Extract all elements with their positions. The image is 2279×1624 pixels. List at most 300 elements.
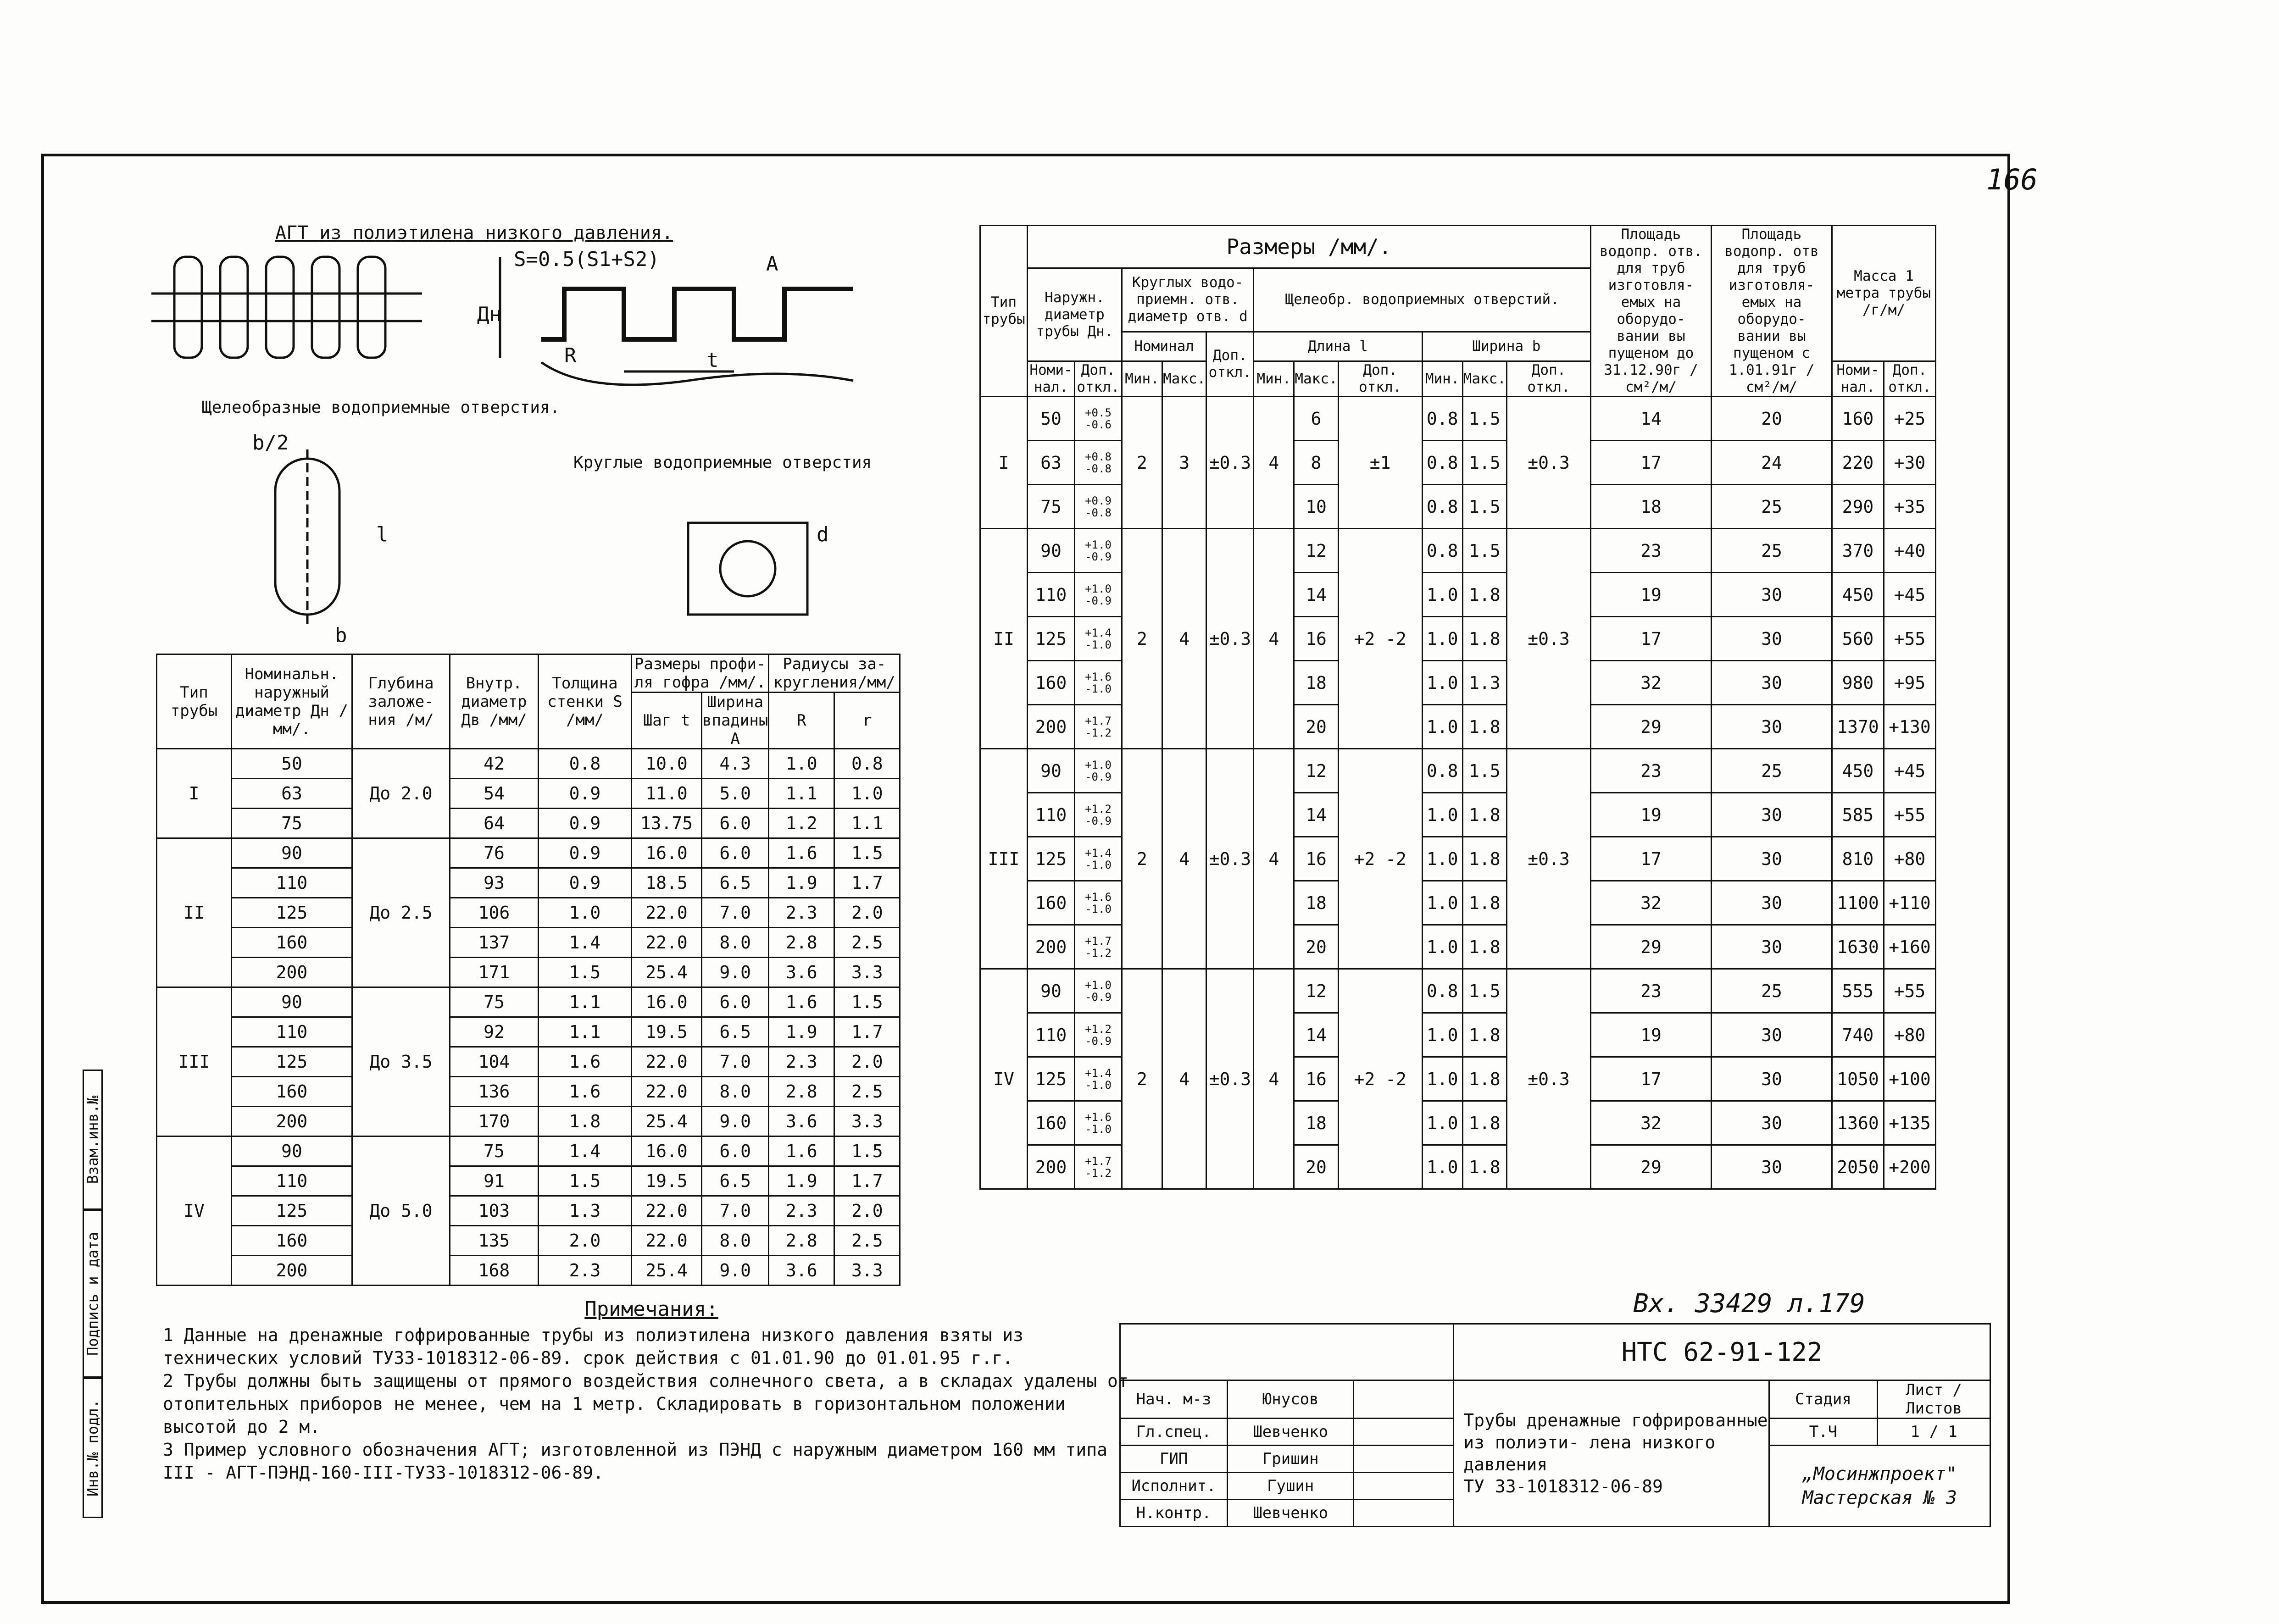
table-cell: 22.0 (632, 1226, 702, 1256)
table-cell: +100 (1884, 1057, 1935, 1101)
table-cell: 1.5 (834, 987, 900, 1017)
table-cell: +130 (1884, 705, 1935, 749)
table-cell: 16 (1294, 837, 1338, 881)
table-cell: 54 (450, 779, 539, 809)
table-cell: +55 (1884, 793, 1935, 837)
note-1: 1 Данные на дренажные гофрированные трубы из полиэтилена низкого давления взяты из технических условий ТУ33-1018312-06-89. срок действия с 01.01.90 до 01.01.95 г.г. (163, 1325, 1023, 1368)
table-cell: 1.9 (769, 868, 834, 898)
table-row (157, 868, 900, 898)
table-cell: 2.5 (834, 928, 900, 958)
table-row (157, 1017, 900, 1047)
table-cell: 200 (1028, 925, 1075, 969)
table-row (980, 529, 1936, 573)
table-cell: 64 (450, 809, 539, 838)
table-cell: 3 (1162, 397, 1206, 529)
table-cell: 19.5 (632, 1017, 702, 1047)
table-cell: 200 (232, 1256, 352, 1286)
table-cell: 110 (232, 1166, 352, 1196)
table-cell: 25 (1711, 529, 1832, 573)
table-cell: 3.3 (834, 1256, 900, 1286)
table-cell: 19 (1590, 573, 1711, 617)
table-cell: 30 (1711, 925, 1832, 969)
table-cell: 22.0 (632, 928, 702, 958)
table-cell: +1.7 -1.2 (1075, 925, 1122, 969)
table-cell: 7.0 (702, 898, 769, 928)
table-cell: +1.0 -0.9 (1075, 573, 1122, 617)
table-row (980, 749, 1936, 793)
table-cell: 93 (450, 868, 539, 898)
table-cell: 16.0 (632, 987, 702, 1017)
table-cell: 32 (1590, 661, 1711, 705)
table-cell: +80 (1884, 1013, 1935, 1057)
table-cell: 90 (1028, 749, 1075, 793)
table-cell: +95 (1884, 661, 1935, 705)
table-row (157, 987, 900, 1017)
table-cell: 125 (232, 898, 352, 928)
table-cell: 16.0 (632, 1136, 702, 1166)
table-cell: 22.0 (632, 898, 702, 928)
table-row (980, 969, 1936, 1013)
side-stamp: Инв.№ подл.Подпись и датаВзам.инв.№ (83, 1059, 115, 1518)
table-cell: 1.6 (539, 1077, 632, 1107)
table-cell: 1.5 (539, 1166, 632, 1196)
table-cell: 18 (1294, 881, 1338, 925)
table-cell: 1.8 (1462, 1145, 1506, 1189)
table-cell: 30 (1711, 617, 1832, 661)
table-cell: 4 (1254, 397, 1294, 529)
table-cell: 1.5 (1462, 529, 1506, 573)
table-cell: 136 (450, 1077, 539, 1107)
table-cell: +30 (1884, 441, 1935, 485)
table-cell: 23 (1590, 969, 1711, 1013)
table-cell: 370 (1832, 529, 1884, 573)
table-cell: 3.3 (834, 1107, 900, 1136)
drawing-name: Трубы дренажные гофрированные из полиэти- лена низкого давления (1463, 1410, 1768, 1474)
table-cell: 42 (450, 749, 539, 779)
table-cell: 0.8 (1422, 529, 1462, 573)
table-cell: 18 (1590, 485, 1711, 529)
table-cell: 1.0 (1422, 837, 1462, 881)
table-cell: +1.4 -1.0 (1075, 617, 1122, 661)
table-row (157, 749, 900, 779)
table-cell: 8.0 (702, 1077, 769, 1107)
table-cell: 25 (1711, 485, 1832, 529)
table-cell: 0.8 (539, 749, 632, 779)
table-cell: 0.8 (1422, 441, 1462, 485)
table-cell: 110 (1028, 1013, 1075, 1057)
table-cell: 12 (1294, 529, 1338, 573)
table-cell: 25.4 (632, 1256, 702, 1286)
table-cell: 19 (1590, 793, 1711, 837)
table-cell: 17 (1590, 1057, 1711, 1101)
drawing-title: АГТ из полиэтилена низкого давления. (275, 222, 673, 244)
table-cell: 75 (450, 1136, 539, 1166)
table-row (157, 809, 900, 838)
table-cell: +45 (1884, 749, 1935, 793)
table-cell: +110 (1884, 881, 1935, 925)
table-cell: 110 (1028, 793, 1075, 837)
table-cell: +0.8 -0.8 (1075, 441, 1122, 485)
table-cell: 1.0 (1422, 661, 1462, 705)
svg-text:A: A (766, 252, 778, 276)
table-cell: 19.5 (632, 1166, 702, 1196)
table-cell: 0.8 (1422, 749, 1462, 793)
table-cell: +2 -2 (1338, 749, 1422, 969)
table-cell: 25.4 (632, 958, 702, 987)
table-cell: +135 (1884, 1101, 1935, 1145)
table-cell: 2.3 (769, 1047, 834, 1077)
table-cell: 3.6 (769, 1256, 834, 1286)
table-cell: 1.0 (539, 898, 632, 928)
table-cell: 20 (1711, 397, 1832, 441)
table-cell: 4 (1162, 529, 1206, 749)
table-cell: 3.3 (834, 958, 900, 987)
note-2: 2 Трубы должны быть защищены от прямого воздействия солнечного света, а в складах удалены от отопительных приборов не менее, чем на 1 метр. Складировать в горизонтальном положении высотой до 2 м. (163, 1371, 1128, 1437)
table-cell: +35 (1884, 485, 1935, 529)
table-cell: 75 (450, 987, 539, 1017)
table-cell: 125 (232, 1196, 352, 1226)
table-cell: 160 (232, 928, 352, 958)
table-cell: 2.8 (769, 1077, 834, 1107)
table-cell: ±0.3 (1206, 529, 1254, 749)
table-cell: +0.9 -0.8 (1075, 485, 1122, 529)
table-cell: 14 (1294, 1013, 1338, 1057)
svg-text:Щелеобразные водоприемные отве: Щелеобразные водоприемные отверстия. (202, 398, 560, 417)
table-cell: 14 (1294, 793, 1338, 837)
table-cell: 0.9 (539, 779, 632, 809)
table-cell: 1100 (1832, 881, 1884, 925)
svg-text:b/2: b/2 (252, 431, 289, 454)
table-cell: 170 (450, 1107, 539, 1136)
table-cell: До 3.5 (352, 987, 450, 1136)
table-cell: 30 (1711, 1101, 1832, 1145)
table-cell: 1.2 (769, 809, 834, 838)
table-cell: 30 (1711, 705, 1832, 749)
table-cell: 1.6 (769, 838, 834, 868)
table-cell: +200 (1884, 1145, 1935, 1189)
table-cell: 12 (1294, 969, 1338, 1013)
table-cell: 9.0 (702, 1107, 769, 1136)
table-cell: 1.9 (769, 1166, 834, 1196)
table-cell: 90 (1028, 529, 1075, 573)
table-cell: 1.0 (1422, 1057, 1462, 1101)
table-cell: +1.2 -0.9 (1075, 793, 1122, 837)
notes-block (163, 1298, 1140, 1484)
table-cell: 1.0 (1422, 1145, 1462, 1189)
table-cell: 3.6 (769, 1107, 834, 1136)
notes-heading: Примечания: (584, 1297, 718, 1321)
table-cell: 1630 (1832, 925, 1884, 969)
table-cell: 0.8 (1422, 485, 1462, 529)
table-cell: 10.0 (632, 749, 702, 779)
table-cell: 1.8 (1462, 837, 1506, 881)
table-cell: 9.0 (702, 958, 769, 987)
table-cell: 30 (1711, 1057, 1832, 1101)
table-cell: +1.4 -1.0 (1075, 1057, 1122, 1101)
table-cell: 740 (1832, 1013, 1884, 1057)
table-cell: +2 -2 (1338, 529, 1422, 749)
table-cell: 200 (1028, 705, 1075, 749)
table-cell: 110 (1028, 573, 1075, 617)
table-cell: 1.8 (1462, 705, 1506, 749)
table-cell: 76 (450, 838, 539, 868)
table-row (157, 1196, 900, 1226)
table-cell: +1.7 -1.2 (1075, 705, 1122, 749)
table-cell: 0.8 (1422, 397, 1462, 441)
table-cell: 18.5 (632, 868, 702, 898)
table-cell: 2050 (1832, 1145, 1884, 1189)
table-cell: ±0.3 (1206, 969, 1254, 1189)
table-cell: +1.6 -1.0 (1075, 661, 1122, 705)
table-cell: 5.0 (702, 779, 769, 809)
table-cell: 91 (450, 1166, 539, 1196)
table-cell: 6.0 (702, 987, 769, 1017)
table-cell: I (980, 397, 1028, 529)
table-cell: 1.6 (769, 1136, 834, 1166)
table-cell: 17 (1590, 837, 1711, 881)
table-cell: +1.0 -0.9 (1075, 749, 1122, 793)
table-cell: 6.0 (702, 838, 769, 868)
table-cell: 9.0 (702, 1256, 769, 1286)
inventory-note: Вх. 33429 л.179 (1633, 1289, 1865, 1319)
table-cell: 30 (1711, 793, 1832, 837)
table-row (980, 397, 1936, 441)
drawing-code: НТС 62-91-122 (1454, 1324, 1990, 1380)
table-cell: +1.6 -1.0 (1075, 1101, 1122, 1145)
table-cell: 1.5 (834, 1136, 900, 1166)
table-cell: 2.5 (834, 1226, 900, 1256)
table-cell: 20 (1294, 925, 1338, 969)
table-cell: 980 (1832, 661, 1884, 705)
table-row (157, 1107, 900, 1136)
sheet-number: 166 (1986, 163, 2038, 196)
table-cell: +1.0 -0.9 (1075, 529, 1122, 573)
table-cell: 1.0 (1422, 793, 1462, 837)
table-cell: +40 (1884, 529, 1935, 573)
table-cell: 8 (1294, 441, 1338, 485)
table-cell: 50 (232, 749, 352, 779)
table-cell: 16.0 (632, 838, 702, 868)
table-cell: 3.6 (769, 958, 834, 987)
table-cell: 2 (1122, 529, 1162, 749)
table-cell: 2.3 (769, 898, 834, 928)
table-cell: 1.9 (769, 1017, 834, 1047)
table-cell: 1.8 (539, 1107, 632, 1136)
table-cell: 1.8 (1462, 925, 1506, 969)
table-cell: 25 (1711, 969, 1832, 1013)
table-cell: 25.4 (632, 1107, 702, 1136)
table-cell: 1050 (1832, 1057, 1884, 1101)
table-cell: 16 (1294, 1057, 1338, 1101)
table-cell: 75 (1028, 485, 1075, 529)
note-3: 3 Пример условного обозначения АГТ; изготовленной из ПЭНД с наружным диаметром 160 мм типа III - АГТ-ПЭНД-160-III-ТУ33-1018312-06-89. (163, 1440, 1108, 1483)
table-cell: 19 (1590, 1013, 1711, 1057)
table-cell: 1.1 (834, 809, 900, 838)
table-cell: 160 (232, 1077, 352, 1107)
table-cell: 104 (450, 1047, 539, 1077)
table-cell: III (157, 987, 232, 1136)
table-cell: 29 (1590, 1145, 1711, 1189)
table-cell: 7.0 (702, 1196, 769, 1226)
table-row (157, 1136, 900, 1166)
table-cell: +55 (1884, 617, 1935, 661)
table-cell: 1.5 (1462, 749, 1506, 793)
table-cell: 6 (1294, 397, 1338, 441)
table-cell: 560 (1832, 617, 1884, 661)
table-cell: 1.0 (1422, 705, 1462, 749)
table-cell: До 5.0 (352, 1136, 450, 1286)
svg-text:b: b (335, 624, 347, 642)
table-cell: 450 (1832, 573, 1884, 617)
table-cell: 2.8 (769, 1226, 834, 1256)
table-cell: 585 (1832, 793, 1884, 837)
table-cell: 1.0 (1422, 1013, 1462, 1057)
table-cell: 1.8 (1462, 1101, 1506, 1145)
table-cell: 6.5 (702, 1166, 769, 1196)
table-cell: 200 (232, 1107, 352, 1136)
table-cell: 12 (1294, 749, 1338, 793)
svg-text:R: R (564, 344, 577, 367)
table-cell: 555 (1832, 969, 1884, 1013)
table-cell: 24 (1711, 441, 1832, 485)
table-row (157, 958, 900, 987)
table-cell: 0.8 (1422, 969, 1462, 1013)
table-cell: 14 (1590, 397, 1711, 441)
table-cell: +2 -2 (1338, 969, 1422, 1189)
table-cell: 8.0 (702, 928, 769, 958)
table-cell: +55 (1884, 969, 1935, 1013)
table-row (157, 779, 900, 809)
table-cell: 23 (1590, 529, 1711, 573)
table-cell: 1.3 (1462, 661, 1506, 705)
title-block: НТС 62-91-122 Нач. м-з Юнусов Трубы дренажные гофрированные из полиэти- лена низкого давления ТУ 33-1018312-06-89 Стадия Лист / Листов Гл.спец. Шевченко Т.Ч 1 / 1 ГИП Гришин „Мосинжпроект" Мастерская № 3 Исполнит. Гушин Н.контр. Шевченко (1119, 1323, 1991, 1527)
table-cell: 30 (1711, 837, 1832, 881)
table-cell: 125 (1028, 617, 1075, 661)
drawing-tu: ТУ 33-1018312-06-89 (1463, 1476, 1663, 1497)
table-cell: 1.7 (834, 1017, 900, 1047)
table-cell: 18 (1294, 1101, 1338, 1145)
table-cell: 200 (1028, 1145, 1075, 1189)
table-cell: 1.0 (1422, 617, 1462, 661)
table-cell: 25 (1711, 749, 1832, 793)
table-cell: 1.6 (769, 987, 834, 1017)
table-cell: ±0.3 (1506, 397, 1590, 529)
pipe-dimensions-table: Тип трубы Размеры /мм/. Площадь водопр. отв. для труб изготовля- емых на оборудо- вании вы пущеном до 31.12.90г /см²/м/ Площадь водопр. отв для труб изготовля- емых на оборудо- вании вы пущеном с 1.01.91г /см²/м/ Масса 1 метра трубы /г/м/ Наружн. диаметр трубы Дн. Круглых водо- приемн. отв. диаметр отв. d Щелеобр. водоприемных отверстий. Номинал Доп. откл. Длина l Ширина b Номи- нал. Доп. откл. Мин. Макс. Мин. Макс. Доп. откл. Мин. Макс. Доп. откл. Номи- нал. Доп. откл. I 50 +0.5 -0.6 2 3 ±0.3 4 6 ±1 0.8 1.5 ±0.3 14 20 160 +25 63 +0.8 -0.8 8 0.8 1.5 17 24 220 +30 75 +0.9 -0.8 10 0.8 1.5 18 25 290 +35 II 90 +1.0 -0.9 2 4 ±0.3 4 12 +2 -2 0.8 1.5 ±0.3 23 25 370 +40 110 +1.0 -0.9 14 1.0 1.8 19 30 450 +45 125 +1.4 -1.0 16 1.0 1.8 17 30 560 +55 160 +1.6 -1.0 18 1.0 1.3 32 30 980 +95 200 +1.7 -1.2 20 1.0 1.8 29 30 1370 +130 III 90 +1.0 -0.9 2 4 ±0.3 4 12 +2 -2 0.8 1.5 ±0.3 23 25 450 +45 110 +1.2 -0.9 14 1.0 1.8 19 30 585 +55 125 +1.4 -1.0 16 1.0 1.8 17 30 810 +80 160 +1.6 -1.0 18 1.0 1.8 32 30 1100 +110 200 +1.7 -1.2 20 1.0 1.8 29 30 1630 +160 IV 90 +1.0 -0.9 2 4 ±0.3 4 12 +2 -2 0.8 1.5 ±0.3 23 25 555 +55 110 +1.2 -0.9 14 1.0 1.8 19 30 740 +80 125 +1.4 -1.0 16 1.0 1.8 17 30 1050 +100 160 +1.6 -1.0 18 1.0 1.8 32 30 1360 +135 200 +1.7 -1.2 20 1.0 1.8 29 30 2050 +200 (979, 225, 1936, 1190)
table-cell: 32 (1590, 881, 1711, 925)
table-cell: 160 (1028, 661, 1075, 705)
table-cell: 23 (1590, 749, 1711, 793)
table-cell: 50 (1028, 397, 1075, 441)
table-cell: 810 (1832, 837, 1884, 881)
table-cell: 1.0 (769, 749, 834, 779)
table-cell: 1.1 (539, 987, 632, 1017)
table-cell: 2.3 (539, 1256, 632, 1286)
table-cell: II (157, 838, 232, 987)
table-cell: 17 (1590, 441, 1711, 485)
table-cell: 2.0 (834, 1047, 900, 1077)
table-cell: 16 (1294, 617, 1338, 661)
table-cell: 18 (1294, 661, 1338, 705)
table-cell: ±0.3 (1506, 969, 1590, 1189)
table-cell: 1.0 (1422, 881, 1462, 925)
table-cell: 160 (1832, 397, 1884, 441)
table-cell: До 2.5 (352, 838, 450, 987)
table-cell: 1.7 (834, 868, 900, 898)
table-cell: 1.0 (1422, 1101, 1462, 1145)
table-cell: 1.1 (769, 779, 834, 809)
table-cell: 20 (1294, 705, 1338, 749)
table-cell: 75 (232, 809, 352, 838)
table-cell: До 2.0 (352, 749, 450, 838)
table-cell: 0.8 (834, 749, 900, 779)
table-cell: II (980, 529, 1028, 749)
table-cell: 1.0 (834, 779, 900, 809)
table-cell: 2 (1122, 749, 1162, 969)
table-row (157, 898, 900, 928)
table-cell: 17 (1590, 617, 1711, 661)
table-cell: 22.0 (632, 1196, 702, 1226)
table-cell: 29 (1590, 705, 1711, 749)
table-cell: 1.0 (1422, 925, 1462, 969)
table-cell: 160 (1028, 1101, 1075, 1145)
table-cell: 220 (1832, 441, 1884, 485)
table-cell: 4 (1254, 529, 1294, 749)
table-cell: 125 (232, 1047, 352, 1077)
table-cell: +1.4 -1.0 (1075, 837, 1122, 881)
table-cell: 11.0 (632, 779, 702, 809)
table-cell: 6.0 (702, 1136, 769, 1166)
table-cell: 0.9 (539, 868, 632, 898)
table-cell: 1.8 (1462, 881, 1506, 925)
table-cell: 160 (1028, 881, 1075, 925)
table-cell: ±0.3 (1506, 529, 1590, 749)
table-cell: 1370 (1832, 705, 1884, 749)
table-cell: 1.8 (1462, 1013, 1506, 1057)
table-cell: 6.5 (702, 868, 769, 898)
table-cell: +25 (1884, 397, 1935, 441)
table-cell: 4 (1162, 969, 1206, 1189)
table-cell: I (157, 749, 232, 838)
table-cell: 4 (1254, 969, 1294, 1189)
svg-text:Дн: Дн (477, 303, 501, 326)
table-cell: 2.3 (769, 1196, 834, 1226)
table-cell: 1.8 (1462, 793, 1506, 837)
table-cell: III (980, 749, 1028, 969)
table-cell: 4 (1162, 749, 1206, 969)
table-cell: 2.0 (834, 1196, 900, 1226)
table-cell: 6.5 (702, 1017, 769, 1047)
table-cell: 103 (450, 1196, 539, 1226)
svg-text:S=0.5(S1+S2): S=0.5(S1+S2) (514, 248, 660, 271)
table-cell: 2.8 (769, 928, 834, 958)
table-row (157, 1256, 900, 1286)
table-cell: 6.0 (702, 809, 769, 838)
table-cell: 1.8 (1462, 1057, 1506, 1101)
table-cell: 10 (1294, 485, 1338, 529)
table-cell: 7.0 (702, 1047, 769, 1077)
table-cell: 63 (232, 779, 352, 809)
table-cell: 30 (1711, 661, 1832, 705)
table-cell: 92 (450, 1017, 539, 1047)
table-cell: +80 (1884, 837, 1935, 881)
table-cell: 2 (1122, 397, 1162, 529)
table-row (157, 1077, 900, 1107)
table-cell: IV (980, 969, 1028, 1189)
table-cell: 90 (1028, 969, 1075, 1013)
table-cell: +1.6 -1.0 (1075, 881, 1122, 925)
svg-text:d: d (817, 523, 829, 546)
table-cell: 1.8 (1462, 617, 1506, 661)
